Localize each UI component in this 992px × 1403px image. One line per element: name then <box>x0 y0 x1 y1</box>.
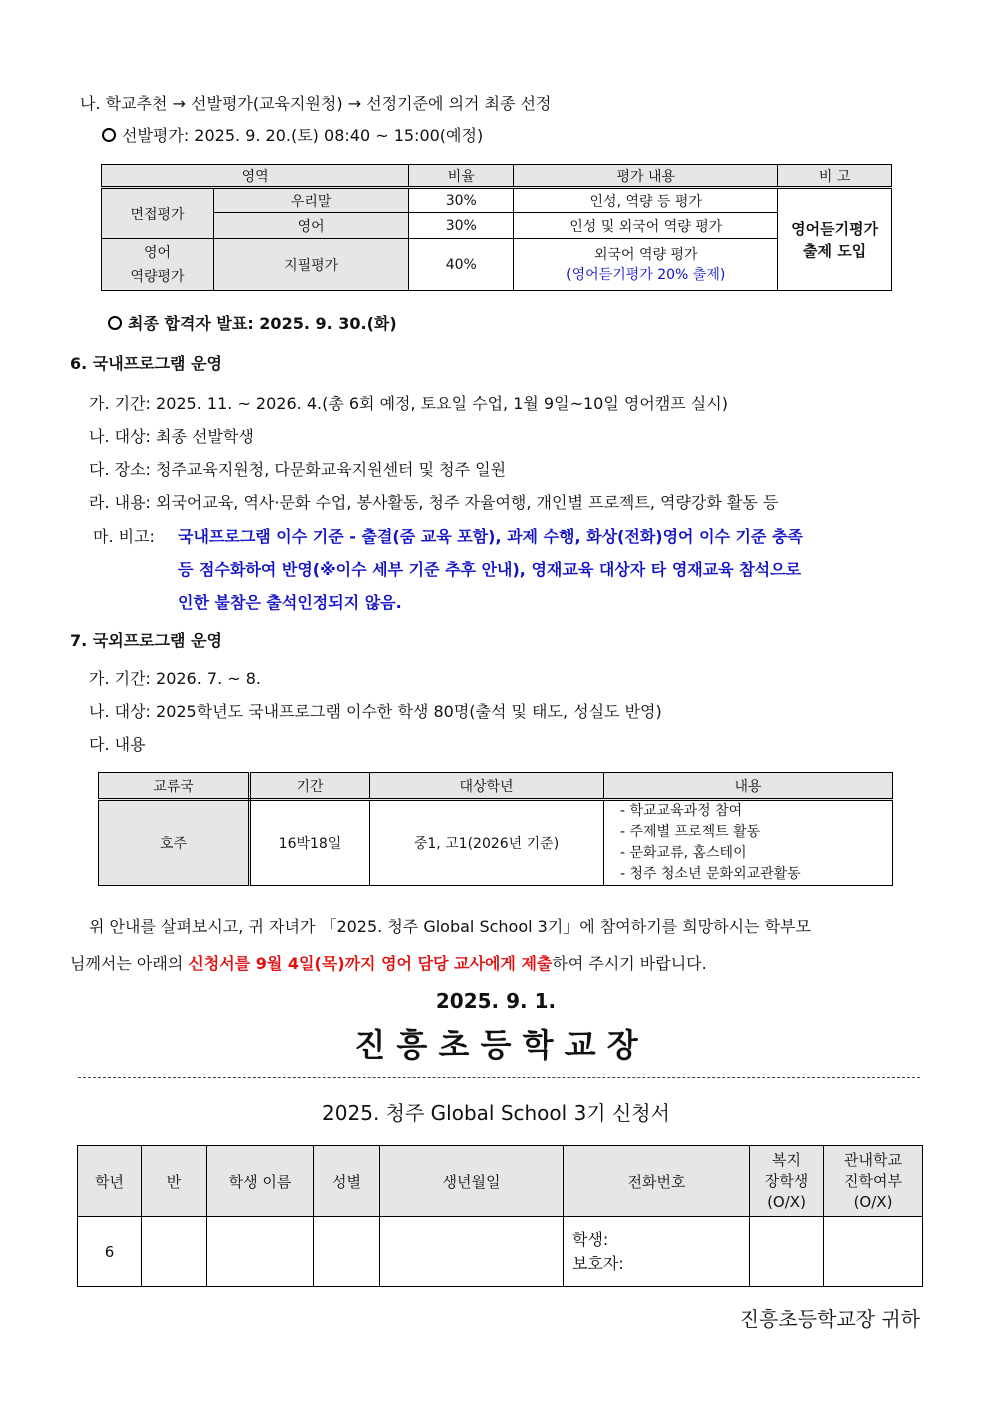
overseas-country-cell: 호주 <box>99 800 250 886</box>
selection-eval-line <box>102 125 483 147</box>
form-header-phone: 전화번호 <box>564 1146 750 1217</box>
overseas-header-grade: 대상학년 <box>370 773 604 800</box>
section6-place: 다. 장소: 청주교육지원청, 다문화교육지원센터 및 청주 일원 <box>89 460 507 479</box>
notice-line2-pre: 님께서는 아래의 <box>70 954 189 973</box>
form-header-name: 학생 이름 <box>207 1146 314 1217</box>
eval-eng-ability-line2: 역량평가 <box>130 268 185 285</box>
section6-remark-line3: 인한 불참은 출석인정되지 않음. <box>178 593 402 612</box>
notice-line2-post: 하여 주시기 바랍니다. <box>552 954 707 973</box>
form-birth-cell[interactable] <box>380 1217 564 1287</box>
eval-remark-line1: 영어듣기평가 <box>791 219 879 238</box>
section6-remark-line1: 국내프로그램 이수 기준 - 출결(줌 교육 포함), 과제 수행, 화상(전화)영어 이수 기준 충족 <box>178 527 803 546</box>
form-welfare-cell[interactable] <box>750 1217 824 1287</box>
eval-english-cell: 영어 <box>214 213 409 239</box>
overseas-content-item: - 문화교류, 홈스테이 <box>620 845 747 861</box>
eval-eng-ability-cell <box>102 239 214 291</box>
overseas-content-item: - 학교교육과정 참여 <box>620 803 743 819</box>
form-phone-cell[interactable] <box>564 1217 750 1287</box>
form-header-welfare-line3: (O/X) <box>767 1192 806 1211</box>
notice-date: 2025. 9. 1. <box>435 989 557 1013</box>
application-form-table <box>77 1145 923 1287</box>
section6-remark-label: 마. 비고: <box>93 527 155 546</box>
form-header-local-line3: (O/X) <box>853 1192 893 1211</box>
form-header-birth: 생년월일 <box>380 1146 564 1217</box>
form-header-grade: 학년 <box>78 1146 142 1217</box>
eval-remark-line2: 출제 도입 <box>803 241 867 260</box>
form-name-cell[interactable] <box>207 1217 314 1287</box>
form-addressee: 진흥초등학교장 귀하 <box>739 1307 920 1331</box>
selection-process-line: 나. 학교추천 → 선발평가(교육지원청) → 선정기준에 의거 최종 선정 <box>80 94 552 113</box>
form-header-class: 반 <box>142 1146 207 1217</box>
form-class-cell[interactable] <box>142 1217 207 1287</box>
cut-line-divider <box>78 1077 920 1078</box>
form-header-local <box>824 1146 923 1217</box>
section6-remark-line2: 등 점수화하여 반영(※이수 세부 기준 추후 안내), 영재교육 대상자 타 영재교육 참석으로 <box>178 560 802 579</box>
section6-title: 6. 국내프로그램 운영 <box>70 354 222 373</box>
final-announcement-line <box>108 313 397 335</box>
eval-header-ratio: 비율 <box>409 165 514 188</box>
section7-period: 가. 기간: 2026. 7. ~ 8. <box>89 669 262 688</box>
overseas-header-content: 내용 <box>604 773 893 800</box>
eval-english-content: 인성 및 외국어 역량 평가 <box>514 213 778 239</box>
eval-interview-cell: 면접평가 <box>102 188 214 239</box>
overseas-period-cell: 16박18일 <box>250 800 370 886</box>
form-header-local-line1: 관내학교 <box>844 1150 902 1169</box>
section6-period: 가. 기간: 2025. 11. ~ 2026. 4.(총 6회 예정, 토요일 수업, 1월 9일~10일 영어캠프 실시) <box>89 394 728 413</box>
section6-content: 라. 내용: 외국어교육, 역사·문화 수업, 봉사활동, 청주 자율여행, 개인별 프로젝트, 역량강화 활동 등 <box>89 493 779 512</box>
eval-written-ratio: 40% <box>409 239 514 291</box>
form-title: 2025. 청주 Global School 3기 신청서 <box>322 1101 670 1125</box>
eval-written-note: (영어듣기평가 20% 출제) <box>566 266 726 283</box>
eval-korean-content: 인성, 역량 등 평가 <box>514 188 778 213</box>
form-local-cell[interactable] <box>824 1217 923 1287</box>
form-header-gender: 성별 <box>314 1146 380 1217</box>
section6-target: 나. 대상: 최종 선발학생 <box>89 427 254 446</box>
eval-remark-cell <box>778 188 892 291</box>
overseas-content-cell <box>604 800 893 886</box>
section7-content-label: 다. 내용 <box>89 735 146 754</box>
circle-bullet-icon <box>108 316 122 330</box>
overseas-grade-cell: 중1, 고1(2026년 기준) <box>370 800 604 886</box>
eval-written-content: 외국어 역량 평가 <box>593 246 698 263</box>
circle-bullet-icon <box>102 128 116 142</box>
section7-target: 나. 대상: 2025학년도 국내프로그램 이수한 학생 80명(출석 및 태도, 성실도 반영) <box>89 702 662 721</box>
eval-written-content-cell <box>514 239 778 291</box>
eval-header-remark: 비 고 <box>778 165 892 188</box>
form-grade-cell: 6 <box>78 1217 142 1287</box>
overseas-content-item: - 주제별 프로젝트 활동 <box>620 824 761 840</box>
eval-header-area: 영역 <box>102 165 409 188</box>
form-header-welfare <box>750 1146 824 1217</box>
notice-deadline: 신청서를 9월 4일(목)까지 영어 담당 교사에게 제출 <box>188 954 553 973</box>
form-gender-cell[interactable] <box>314 1217 380 1287</box>
principal-title: 진 흥 초 등 학 교 장 <box>354 1026 638 1064</box>
eval-english-ratio: 30% <box>409 213 514 239</box>
overseas-program-table <box>98 772 893 886</box>
overseas-header-country: 교류국 <box>99 773 250 800</box>
final-announcement-text: 최종 합격자 발표: 2025. 9. 30.(화) <box>128 314 397 333</box>
form-header-local-line2: 진학여부 <box>844 1171 902 1190</box>
form-header-welfare-line2: 장학생 <box>764 1171 809 1190</box>
eval-eng-ability-line1: 영어 <box>143 244 172 261</box>
form-parent-phone-label: 보호자: <box>572 1253 624 1273</box>
overseas-content-item: - 청주 청소년 문화외교관활동 <box>620 866 801 882</box>
form-student-phone-label: 학생: <box>572 1229 609 1249</box>
eval-written-cell: 지필평가 <box>214 239 409 291</box>
selection-eval-table <box>101 164 892 291</box>
notice-line2 <box>70 953 707 975</box>
eval-header-content: 평가 내용 <box>514 165 778 188</box>
notice-line1: 위 안내를 살펴보시고, 귀 자녀가 「2025. 청주 Global School 3기」에 참여하기를 희망하시는 학부모 <box>89 917 811 936</box>
overseas-header-period: 기간 <box>250 773 370 800</box>
form-header-welfare-line1: 복지 <box>772 1150 801 1169</box>
eval-korean-ratio: 30% <box>409 188 514 213</box>
selection-eval-text: 선발평가: 2025. 9. 20.(토) 08:40 ~ 15:00(예정) <box>122 126 484 145</box>
eval-korean-cell: 우리말 <box>214 188 409 213</box>
section7-title: 7. 국외프로그램 운영 <box>70 631 222 650</box>
